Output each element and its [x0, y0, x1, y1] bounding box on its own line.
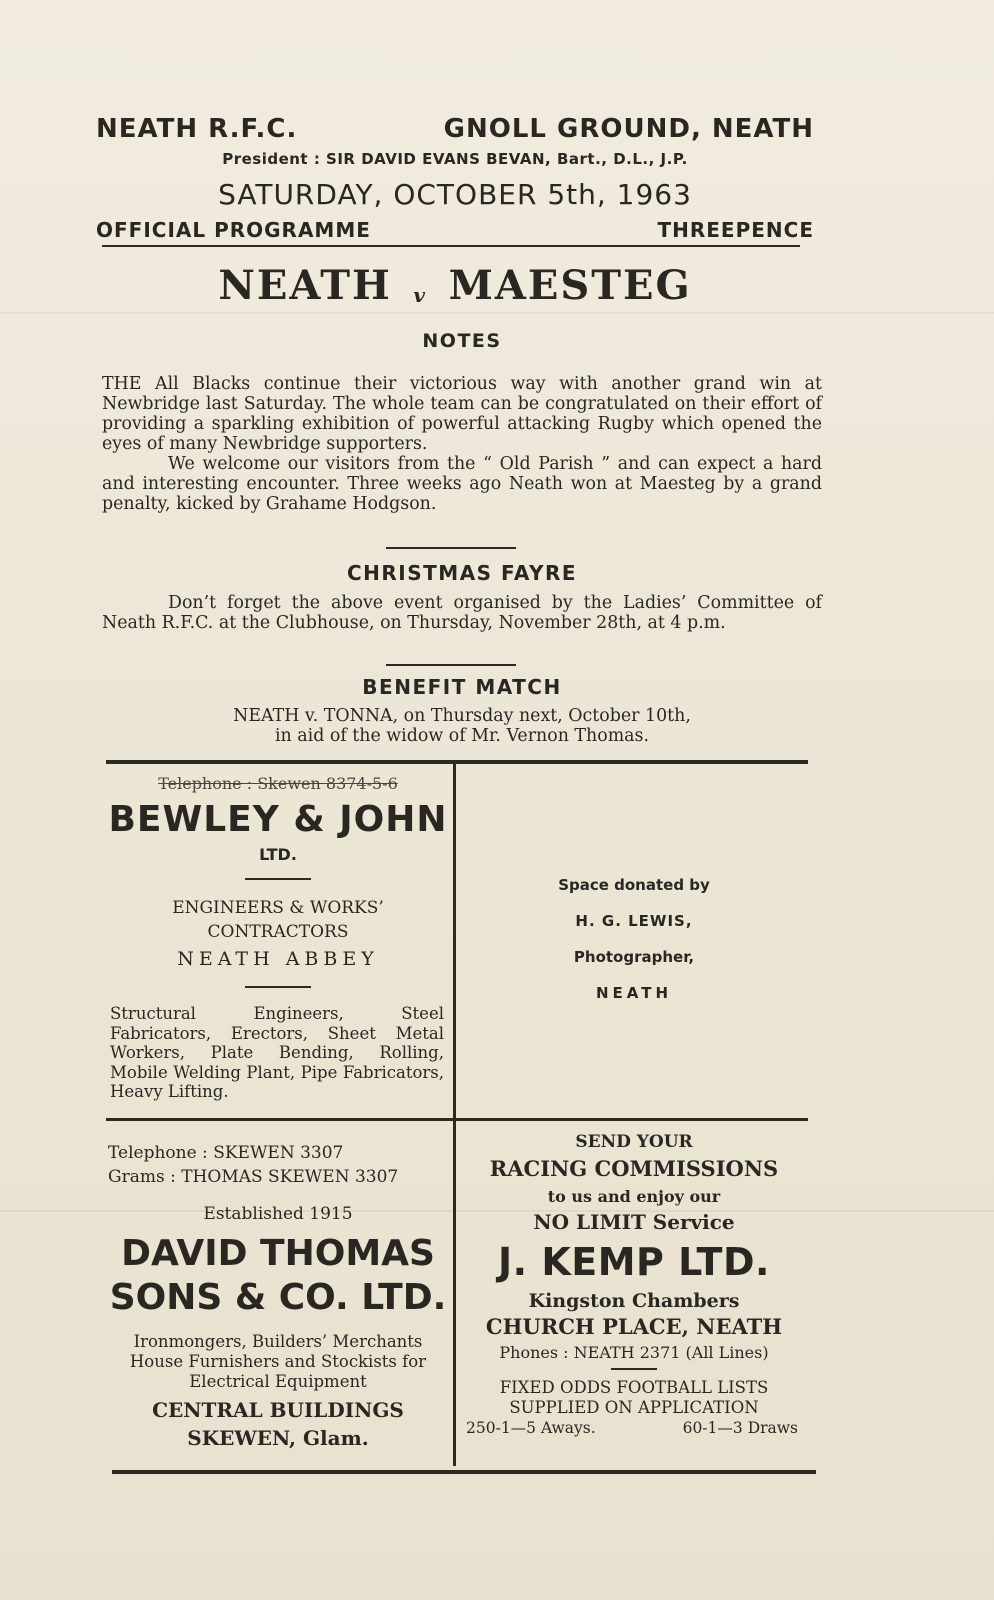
bewley-ltd: LTD.: [259, 845, 297, 864]
kemp-odds-aways: 250-1—5 Aways.: [466, 1419, 596, 1437]
thomas-address-line: SKEWEN, Glam.: [187, 1426, 369, 1450]
programme-price: THREEPENCE: [657, 218, 814, 242]
kemp-line: to us and enjoy our: [547, 1187, 721, 1206]
notes-text: [102, 374, 822, 514]
ads-middle-rule: [106, 1118, 808, 1121]
kemp-divider: [611, 1368, 657, 1370]
thomas-telephone: Telephone : SKEWEN 3307: [108, 1143, 344, 1163]
president-line: President : SIR DAVID EVANS BEVAN, Bart., D.L., J.P.: [222, 150, 688, 168]
ground-name: GNOLL GROUND, NEATH: [443, 114, 814, 144]
ad-david-thomas: [106, 1204, 450, 1452]
paper-fold: [0, 312, 994, 314]
lewis-town: NEATH: [595, 984, 673, 1002]
thomas-name: [106, 1232, 450, 1320]
kemp-line: RACING COMMISSIONS: [489, 1156, 779, 1181]
bewley-trade-line: CONTRACTORS: [207, 922, 349, 942]
bewley-trade-line: ENGINEERS & WORKS’: [172, 898, 384, 918]
kemp-fixed-odds: [462, 1378, 806, 1418]
thomas-name-line: DAVID THOMAS: [121, 1233, 435, 1274]
home-team: NEATH: [218, 262, 392, 309]
bewley-divider: [245, 878, 311, 880]
match-title: [96, 262, 814, 312]
bewley-telephone: Telephone : Skewen 8374-5-6: [158, 774, 398, 793]
away-team: MAESTEG: [448, 262, 692, 309]
benefit-text: [102, 706, 822, 746]
thomas-desc-line: House Furnishers and Stockists for: [129, 1352, 427, 1371]
notes-paragraph: We welcome our visitors from the “ Old Parish ” and can expect a hard and interesting encounter. Three weeks ago Neath won at Maesteg by a grand penalty, kicked by Grahame Hodgson.: [102, 454, 822, 514]
christmas-paragraph: Don’t forget the above event organised by the Ladies’ Committee of Neath R.F.C. at the Clubhouse, on Thursday, November 28th, at 4 p.m.: [102, 593, 822, 633]
thomas-established: Established 1915: [203, 1204, 353, 1224]
thomas-desc-line: Electrical Equipment: [189, 1372, 367, 1391]
kemp-fixed-line: FIXED ODDS FOOTBALL LISTS: [499, 1378, 769, 1397]
thomas-name-line: SONS & CO. LTD.: [109, 1277, 447, 1318]
notes-title: NOTES: [422, 330, 502, 352]
kemp-name: J. KEMP LTD.: [498, 1240, 770, 1284]
thomas-contacts: [108, 1141, 450, 1189]
kemp-address: Kingston Chambers: [528, 1290, 740, 1312]
thomas-description: [106, 1332, 450, 1392]
benefit-title: BENEFIT MATCH: [362, 675, 562, 699]
thomas-grams: Grams : THOMAS SKEWEN 3307: [108, 1167, 399, 1187]
section-divider: [386, 664, 516, 666]
thomas-address-line: CENTRAL BUILDINGS: [152, 1398, 404, 1422]
lewis-name: H. G. LEWIS,: [575, 912, 693, 930]
kemp-line: NO LIMIT Service: [533, 1210, 735, 1234]
thomas-address: [106, 1396, 450, 1452]
ad-bewley-john: [106, 774, 450, 1102]
kemp-fixed-line: SUPPLIED ON APPLICATION: [509, 1398, 759, 1417]
kemp-phones: Phones : NEATH 2371 (All Lines): [499, 1343, 769, 1362]
notes-paragraph: THE All Blacks continue their victorious way with another grand win at Newbridge last Saturday. The whole team can be congratulated on their effort of providing a sparkling exhibition of powerful attacking Rugby which opened the eyes of many Newbridge supporters.: [102, 374, 822, 454]
thomas-desc-line: Ironmongers, Builders’ Merchants: [133, 1332, 423, 1351]
bewley-services: Structural Engineers, Steel Fabricators, Erectors, Sheet Metal Workers, Plate Bending, Rolling, Mobile Welding Plant, Pipe Fabricators, Heavy Lifting.: [110, 1004, 444, 1101]
ad-hg-lewis: [462, 876, 806, 1002]
christmas-title: CHRISTMAS FAYRE: [346, 561, 578, 585]
programme-row: [96, 218, 814, 244]
official-programme: OFFICIAL PROGRAMME: [96, 218, 371, 242]
lewis-role: Photographer,: [573, 948, 695, 966]
header-row: [96, 114, 814, 146]
lewis-donated: Space donated by: [558, 876, 710, 894]
bewley-trade: [106, 896, 450, 944]
bewley-name: BEWLEY & JOHN: [108, 799, 448, 840]
christmas-text: [102, 593, 822, 633]
kemp-odds: [462, 1418, 806, 1438]
benefit-line: in aid of the widow of Mr. Vernon Thomas.: [274, 726, 650, 746]
header-rule: [102, 245, 800, 247]
match-date: SATURDAY, OCTOBER 5th, 1963: [218, 178, 692, 211]
bewley-location: NEATH ABBEY: [177, 948, 379, 970]
kemp-address: CHURCH PLACE, NEATH: [485, 1314, 783, 1339]
kemp-odds-draws: 60-1—3 Draws: [682, 1419, 798, 1437]
versus-label: v: [413, 282, 427, 307]
club-name: NEATH R.F.C.: [96, 114, 298, 144]
section-divider: [386, 547, 516, 549]
bewley-divider: [245, 986, 311, 988]
ads-top-rule: [106, 760, 808, 764]
ads-vertical-rule: [453, 764, 456, 1466]
ad-j-kemp: [462, 1132, 806, 1438]
ads-bottom-rule: [112, 1470, 816, 1474]
benefit-line: NEATH v. TONNA, on Thursday next, October 10th,: [233, 706, 691, 726]
kemp-line: SEND YOUR: [575, 1132, 693, 1152]
